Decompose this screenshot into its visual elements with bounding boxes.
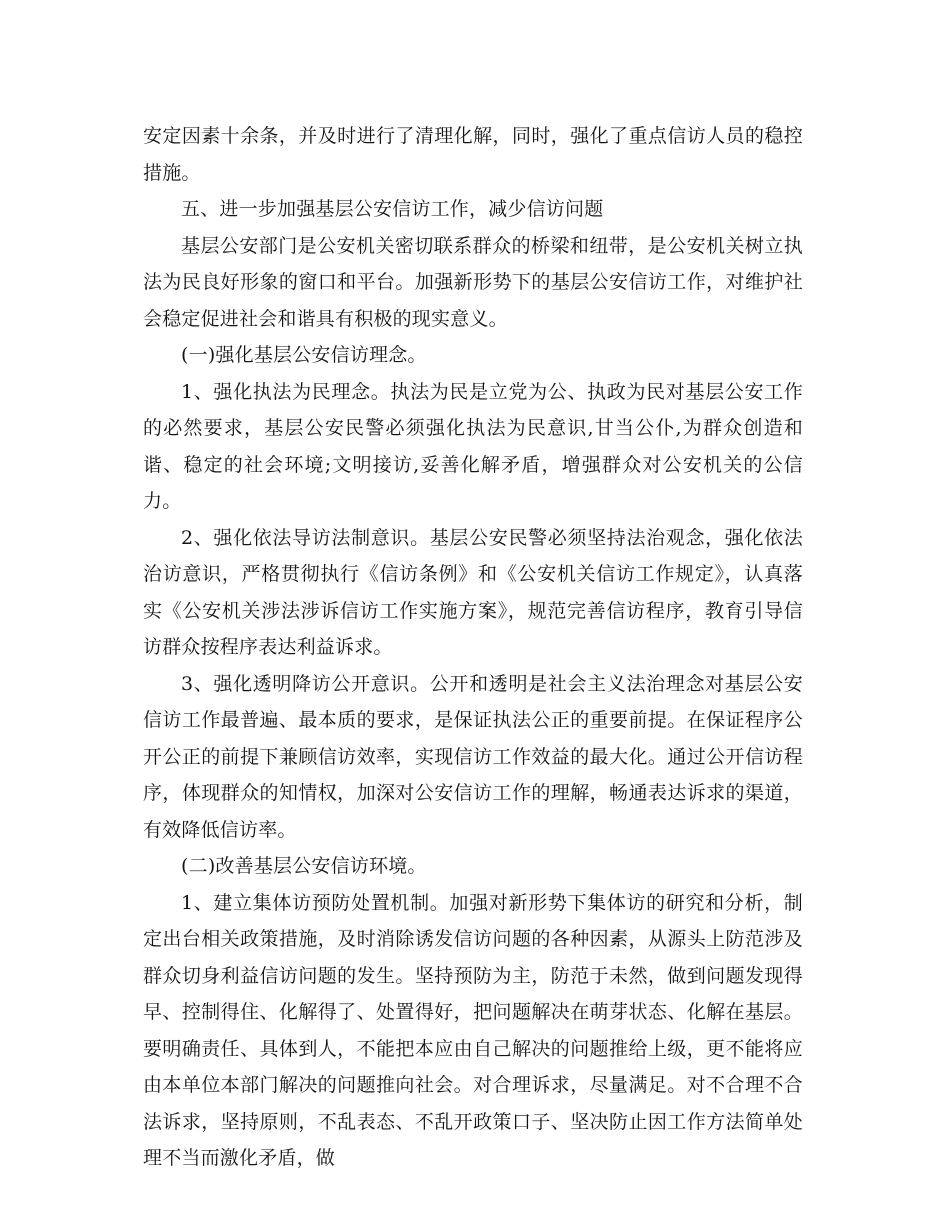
subsection-heading-one: (一)强化基层公安信访理念。 — [181, 344, 427, 366]
paragraph-intro: 基层公安部门是公安机关密切联系群众的桥梁和纽带，是公安机关树立执法为民良好形象的窗口和平台。加强新形势下的基层公安信访工作，对维护社会稳定促进社会和谐具有积极的现实意义。 — [143, 234, 803, 330]
paragraph-item-2: 2、强化依法导访法制意识。基层公安民警必须坚持法治观念，强化依法治访意识，严格贯彻执行《信访条例》和《公安机关信访工作规定》，认真落实《公安机关涉法涉诉信访工作实施方案》，规范完善信访程序，教育引导信访群众按程序表达利益诉求。 — [143, 526, 803, 658]
paragraph-item-1-collective-visit: 1、建立集体访预防处置机制。加强对新形势下集体访的研究和分析，制定出台相关政策措施，及时消除诱发信访问题的各种因素，从源头上防范涉及群众切身利益信访问题的发生。坚持预防为主，防范于未然，做到问题发现得早、控制得住、化解得了、处置得好，把问题解决在萌芽状态、化解在基层。要明确责任、具体到人，不能把本应由自己解决的问题推给上级，更不能将应由本单位本部门解决的问题推向社会。对合理诉求，尽量满足。对不合理不合法诉求，坚持原则，不乱表态、不乱开政策口子、坚决防止因工作方法简单处理不当而激化矛盾，做 — [143, 891, 803, 1169]
paragraph-item-1: 1、强化执法为民理念。执法为民是立党为公、执政为民对基层公安工作的必然要求，基层公安民警必须强化执法为民意识,甘当公仆,为群众创造和谐、稳定的社会环境;文明接访,妥善化解矛盾，增强群众对公安机关的公信力。 — [143, 380, 803, 512]
subsection-heading-two: (二)改善基层公安信访环境。 — [181, 855, 427, 877]
section-heading-five: 五、进一步加强基层公安信访工作，减少信访问题 — [181, 198, 604, 220]
document-body — [143, 118, 803, 1177]
paragraph-continuation: 安定因素十余条，并及时进行了清理化解，同时，强化了重点信访人员的稳控措施。 — [143, 125, 803, 184]
paragraph-item-3: 3、强化透明降访公开意识。公开和透明是社会主义法治理念对基层公安信访工作最普遍、最本质的要求，是保证执法公正的重要前提。在保证程序公开公正的前提下兼顾信访效率，实现信访工作效益的最大化。通过公开信访程序，体现群众的知情权，加深对公安信访工作的理解，畅通表达诉求的渠道，有效降低信访率。 — [143, 672, 803, 841]
